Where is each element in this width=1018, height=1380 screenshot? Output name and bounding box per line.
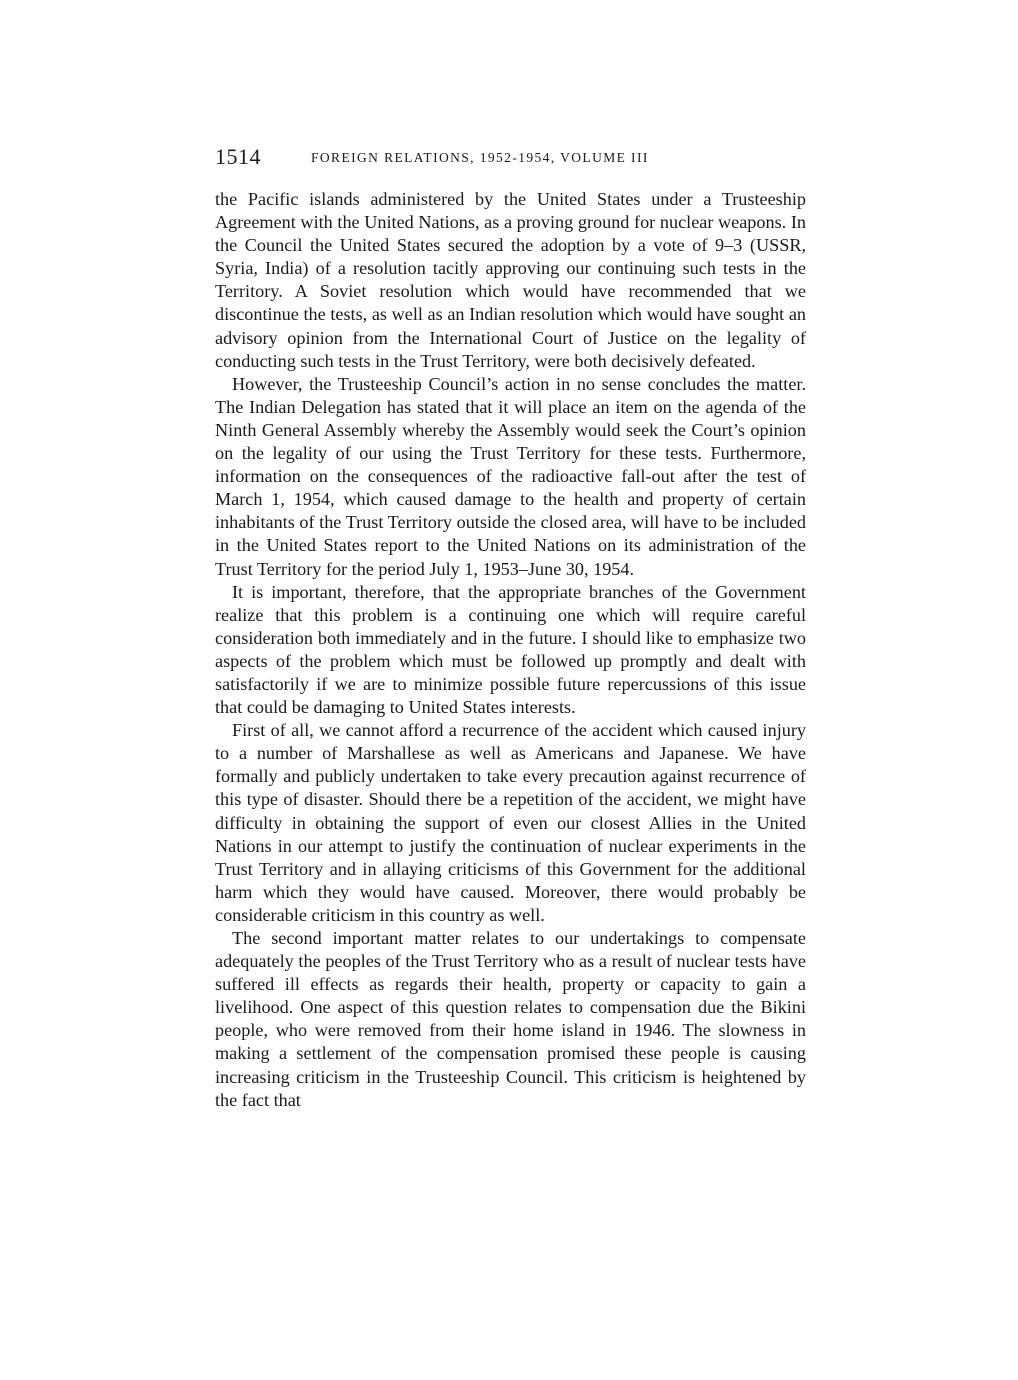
paragraph: The second important matter relates to our undertakings to compensate adequately the peoples of the Trust Territory who as a result of nuclear tests have suffered ill effects as regards their health, property or capacity to gain a livelihood. One aspect of this question relates to compensation due the Bikini people, who were removed from their home island in 1946. The slowness in making a settlement of the compensation promised these people is causing increasing criticism in the Trusteeship Council. This criticism is heightened by the fact that — [215, 928, 806, 1110]
document-page — [215, 143, 806, 1112]
page-number: 1514 — [215, 144, 261, 169]
running-header — [215, 143, 806, 171]
running-title: FOREIGN RELATIONS, 1952-1954, VOLUME III — [311, 150, 649, 165]
paragraph: However, the Trusteeship Council’s action in no sense concludes the matter. The Indian Delegation has stated that it will place an item on the agenda of the Ninth General Assembly whereby the Assembly would seek the Court’s opinion on the legality of our using the Trust Territory for these tests. Furthermore, information on the consequences of the radioactive fall-out after the test of March 1, 1954, which caused damage to the health and property of certain inhabitants of the Trust Territory outside the closed area, will have to be included in the United States report to the United Nations on its administration of the Trust Territory for the period July 1, 1953–June 30, 1954. — [215, 373, 806, 579]
body-text — [215, 188, 806, 1112]
paragraph: First of all, we cannot afford a recurrence of the accident which caused injury to a number of Marshallese as well as Americans and Japanese. We have formally and publicly undertaken to take every precaution against recurrence of this type of disaster. Should there be a repetition of the accident, we might have difficulty in obtaining the support of even our closest Allies in the United Nations in our attempt to justify the continuation of nuclear experiments in the Trust Territory and in allaying criticisms of this Government for the additional harm which they would have caused. Moreover, there would probably be considerable criticism in this country as well. — [215, 720, 806, 925]
paragraph-continued: the Pacific islands administered by the United States under a Trusteeship Agreement with the United Nations, as a proving ground for nuclear weapons. In the Council the United States secured the adoption by a vote of 9–3 (USSR, Syria, India) of a resolution tacitly approving our continuing such tests in the Territory. A Soviet resolution which would have recommended that we discontinue the tests, as well as an Indian resolution which would have sought an advisory opinion from the International Court of Justice on the legality of conducting such tests in the Trust Territory, were both decisively defeated. — [215, 189, 806, 371]
paragraph: It is important, therefore, that the appropriate branches of the Government realize that this problem is a continuing one which will require careful consideration both immediately and in the future. I should like to emphasize two aspects of the problem which must be followed up promptly and dealt with satisfactorily if we are to minimize possible future repercussions of this issue that could be damaging to United States interests. — [215, 581, 806, 718]
